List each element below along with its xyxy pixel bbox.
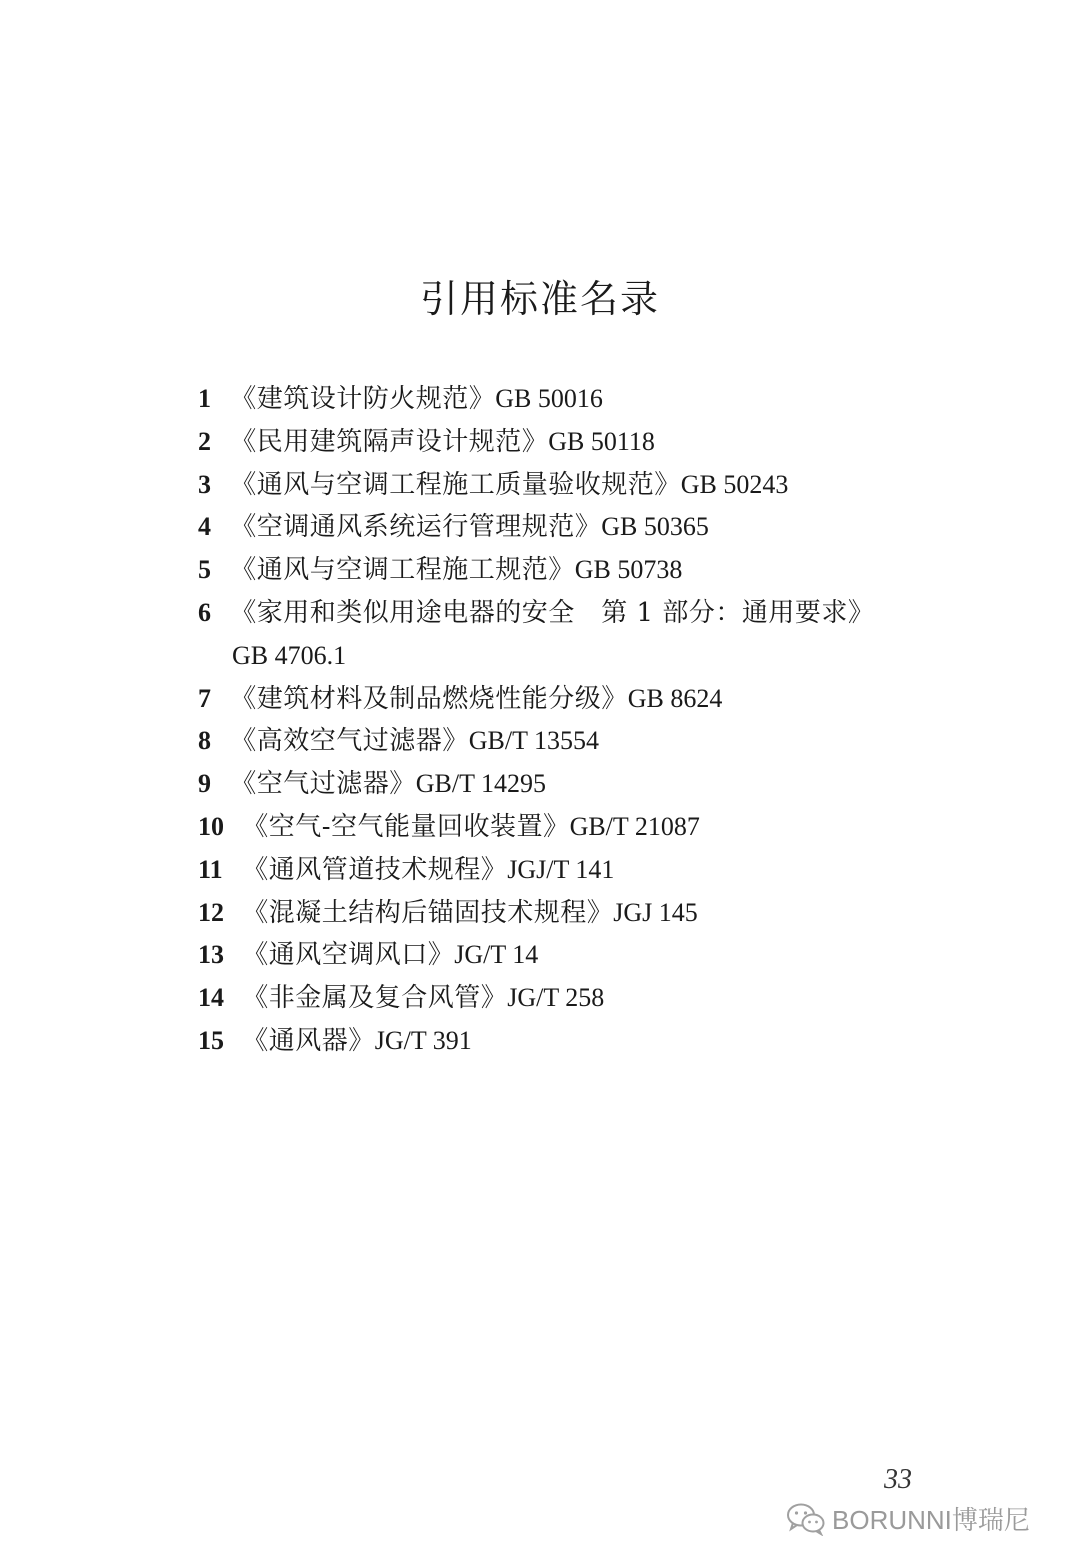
watermark-text: BORUNNI博瑞尼	[832, 1505, 1030, 1535]
reference-item	[198, 934, 958, 977]
wechat-icon	[786, 1502, 826, 1536]
reference-code: JG/T 391	[374, 1025, 472, 1055]
reference-item	[198, 849, 958, 892]
reference-number: 11	[198, 854, 223, 884]
reference-title: 《通风管道技术规程》	[242, 854, 508, 885]
reference-number: 13	[198, 940, 224, 970]
reference-code: JG/T 14	[454, 940, 539, 970]
page-number: 33	[884, 1464, 912, 1495]
reference-code: GB 50016	[495, 384, 603, 413]
reference-number: 12	[198, 897, 224, 927]
reference-list	[198, 378, 958, 1063]
reference-title: 《空气-空气能量回收装置》	[242, 811, 570, 842]
reference-number: 6	[198, 597, 211, 627]
reference-code: JGJ/T 141	[507, 854, 615, 884]
reference-number: 5	[198, 555, 211, 585]
reference-title: 《建筑设计防火规范》	[230, 384, 496, 414]
reference-code: GB 8624	[627, 683, 723, 713]
reference-title: 《建筑材料及制品燃烧性能分级》	[230, 683, 628, 714]
reference-item	[198, 549, 958, 592]
reference-item	[198, 421, 958, 464]
reference-number: 4	[198, 512, 211, 542]
reference-number: 7	[198, 683, 211, 713]
reference-title: 《空气过滤器》	[230, 769, 416, 800]
reference-title: 《民用建筑隔声设计规范》	[230, 426, 549, 457]
reference-title: 《空调通风系统运行管理规范》	[230, 512, 602, 543]
reference-code: GB 4706.1	[232, 640, 347, 670]
watermark	[786, 1500, 1030, 1537]
reference-item	[198, 892, 958, 935]
reference-code: GB/T 13554	[468, 726, 600, 756]
reference-item	[198, 806, 958, 849]
reference-code: GB 50243	[680, 469, 789, 499]
reference-item	[198, 506, 958, 549]
reference-item	[198, 592, 958, 678]
reference-code: GB/T 14295	[415, 769, 547, 799]
reference-number: 2	[198, 426, 211, 456]
reference-number: 10	[198, 811, 224, 841]
reference-title: 《通风与空调工程施工规范》	[230, 555, 575, 586]
reference-number: 3	[198, 469, 211, 499]
page-title: 引用标准名录	[419, 277, 660, 321]
reference-title: 《通风器》	[242, 1025, 375, 1056]
reference-item	[198, 464, 958, 507]
reference-number: 14	[198, 983, 224, 1013]
reference-item	[198, 977, 958, 1020]
reference-code: JG/T 258	[507, 983, 605, 1013]
reference-code: GB 50738	[574, 555, 683, 585]
reference-title: 《非金属及复合风管》	[242, 983, 508, 1014]
reference-title: 《高效空气过滤器》	[230, 726, 469, 757]
reference-title: 《通风空调风口》	[242, 940, 455, 971]
reference-code: JGJ 145	[613, 897, 698, 927]
reference-number: 15	[198, 1025, 224, 1055]
reference-code: GB/T 21087	[569, 811, 700, 841]
reference-number: 9	[198, 769, 211, 799]
reference-number: 8	[198, 726, 211, 756]
reference-title: 《混凝土结构后锚固技术规程》	[242, 897, 614, 928]
reference-item	[198, 1020, 958, 1063]
reference-title: 《家用和类似用途电器的安全 第 1 部分：通用要求》	[230, 597, 875, 628]
reference-item	[198, 378, 958, 421]
reference-item	[198, 720, 958, 763]
reference-code: GB 50118	[548, 426, 655, 456]
reference-item	[198, 678, 958, 721]
reference-number: 1	[198, 384, 211, 413]
reference-item	[198, 763, 958, 806]
reference-title: 《通风与空调工程施工质量验收规范》	[230, 469, 681, 500]
reference-code: GB 50365	[601, 512, 709, 542]
